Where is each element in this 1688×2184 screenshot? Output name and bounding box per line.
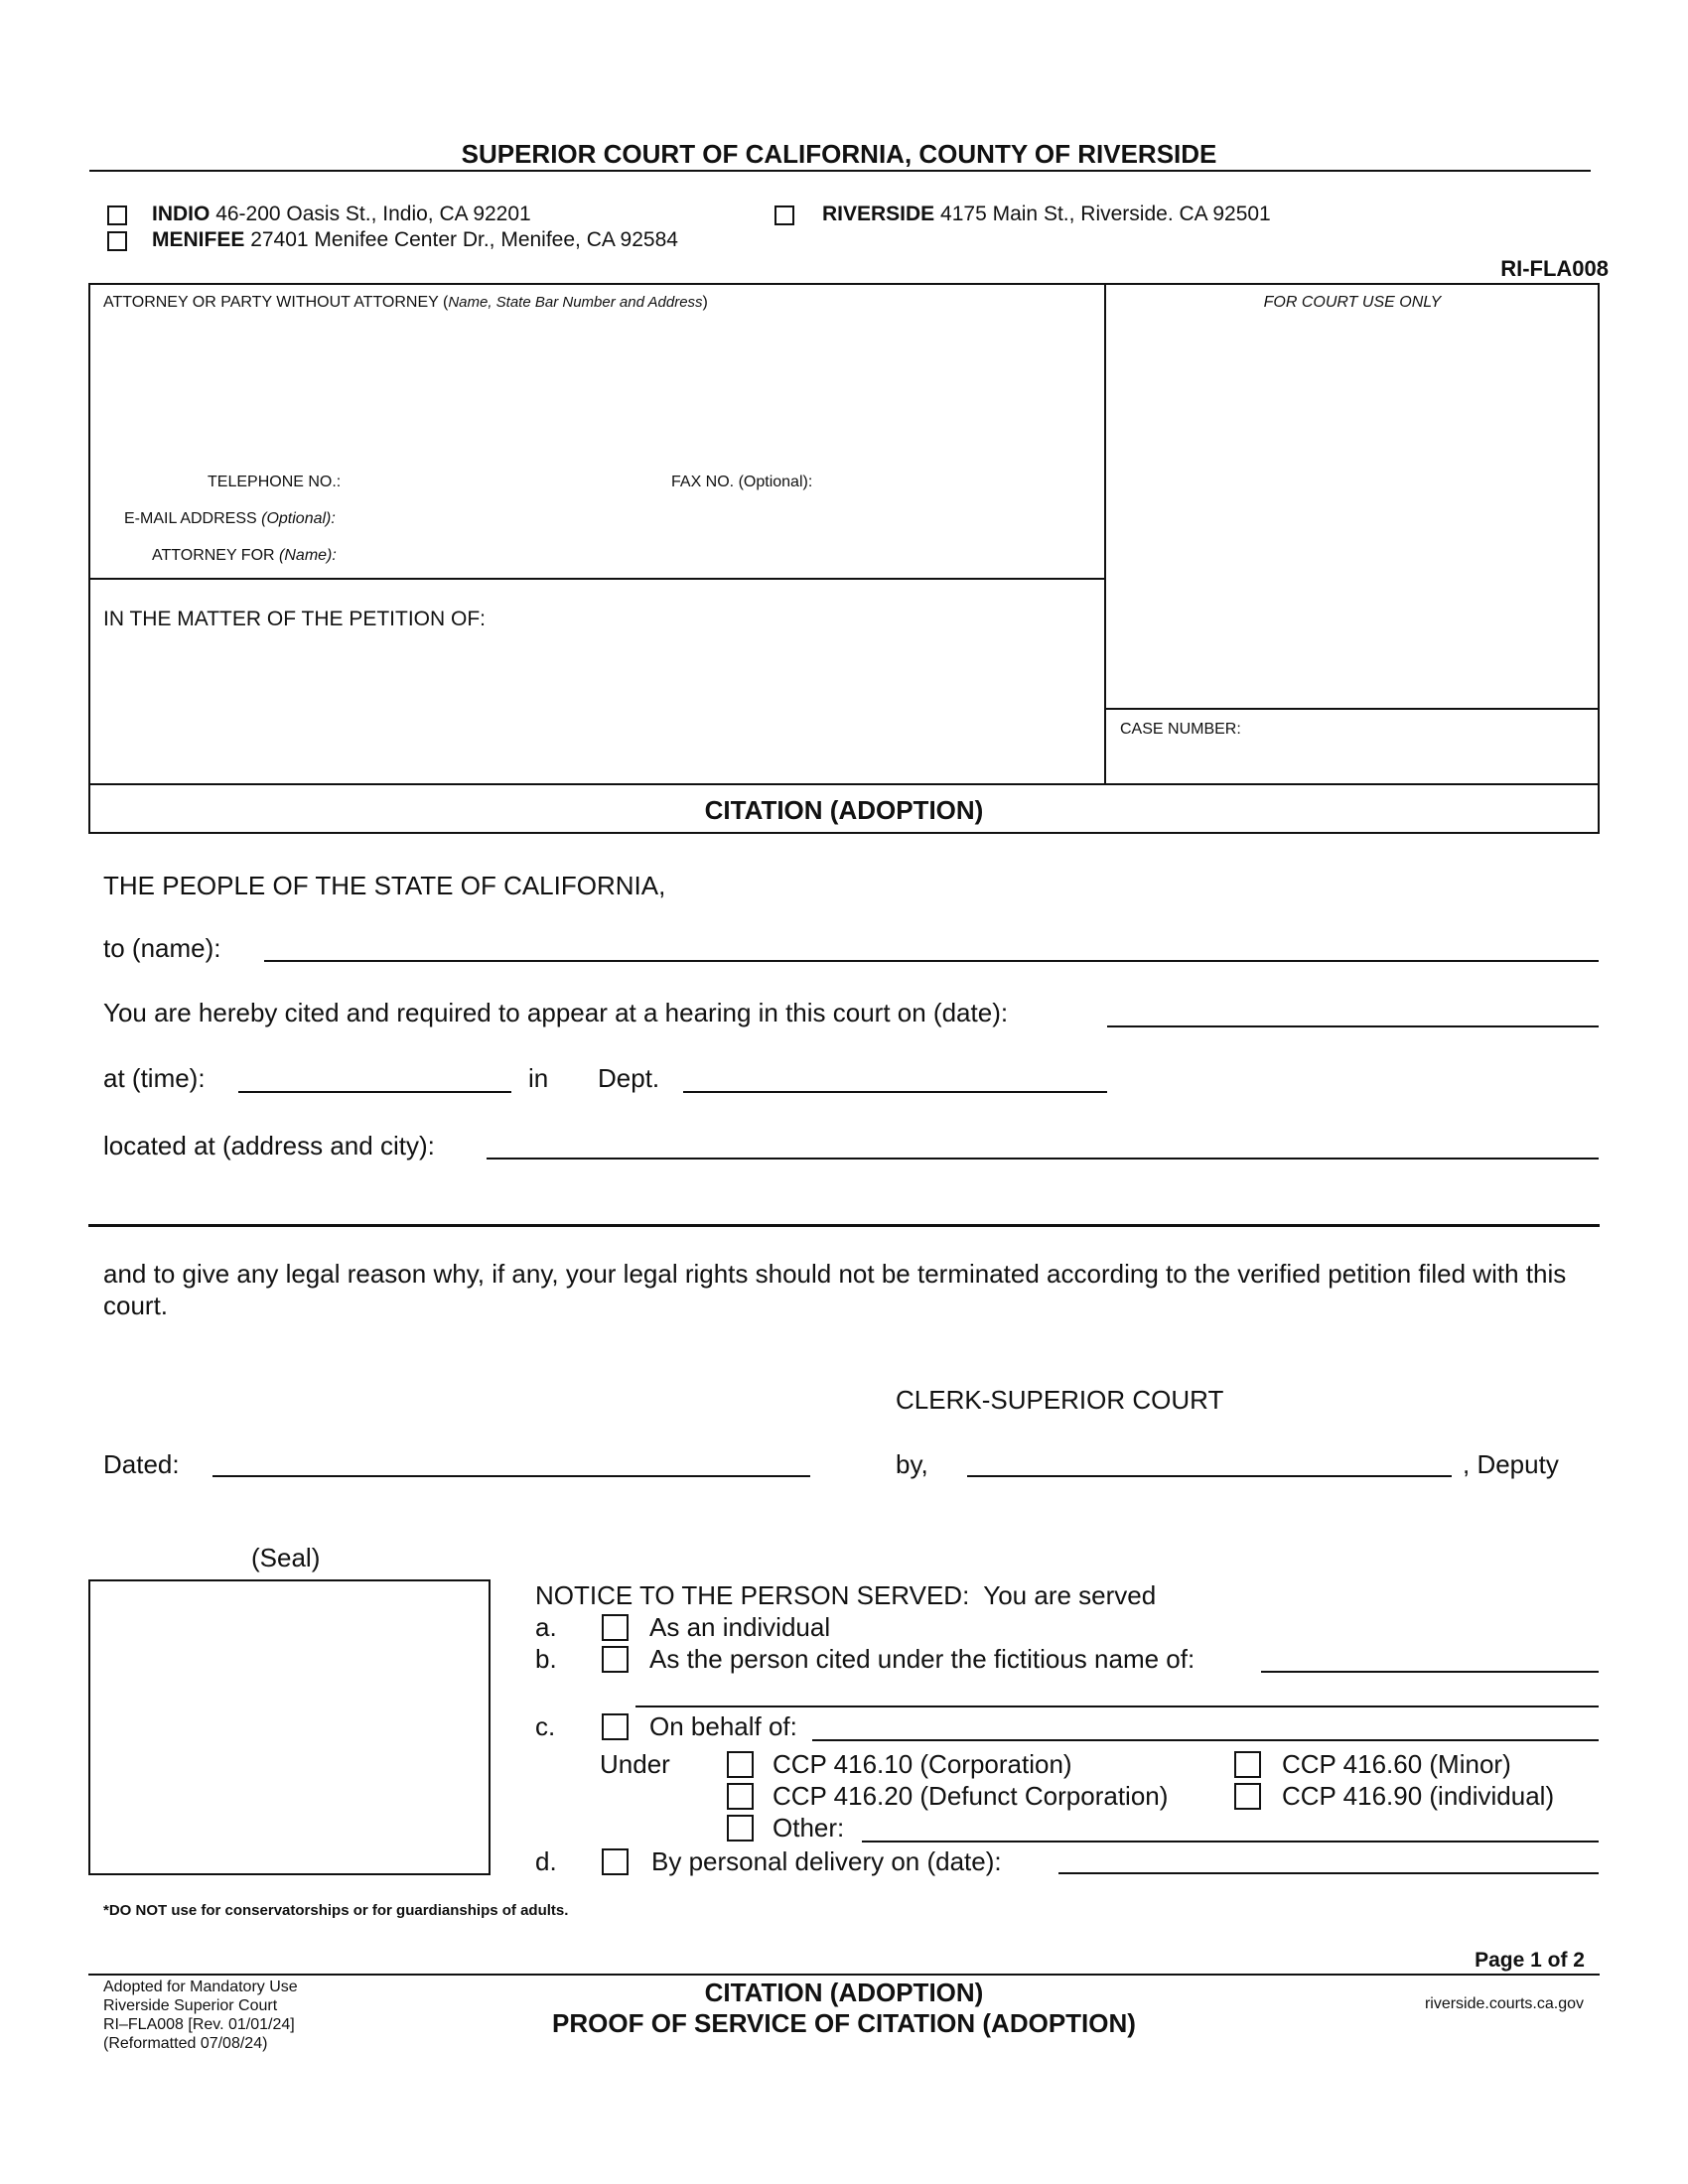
attorney-bottom-rule: [88, 578, 1105, 580]
ccp-41690-label: CCP 416.90 (individual): [1282, 1781, 1555, 1811]
dated-field[interactable]: [212, 1475, 810, 1477]
telephone-label: TELEPHONE NO.:: [208, 474, 342, 490]
indio-name: INDIO: [152, 203, 211, 225]
notice-a-letter: a.: [535, 1612, 557, 1642]
notice-c-text: On behalf of:: [649, 1711, 797, 1741]
page-number: Page 1 of 2: [1475, 1949, 1585, 1972]
notice-heading: NOTICE TO THE PERSON SERVED: You are served: [535, 1580, 1157, 1610]
ccp-41610-label: CCP 416.10 (Corporation): [773, 1749, 1072, 1779]
riverside-location: [822, 203, 1271, 226]
case-number-rule: [1104, 708, 1599, 710]
ccp-41660-checkbox[interactable]: [1234, 1751, 1261, 1778]
hearing-label: You are hereby cited and required to appear at a hearing in this court on (date):: [103, 998, 1009, 1027]
form-id: RI-FLA008: [1500, 256, 1609, 281]
dated-label: Dated:: [103, 1449, 180, 1479]
deputy-signature-field[interactable]: [967, 1475, 1452, 1477]
ccp-41690-checkbox[interactable]: [1234, 1783, 1261, 1810]
individual-checkbox[interactable]: [602, 1614, 629, 1641]
riverside-name: RIVERSIDE: [822, 203, 935, 225]
notice-d-letter: d.: [535, 1846, 557, 1876]
menifee-checkbox[interactable]: [107, 231, 127, 251]
time-field[interactable]: [238, 1091, 511, 1093]
matter-label: IN THE MATTER OF THE PETITION OF:: [103, 608, 487, 630]
fictitious-name-field[interactable]: [1261, 1671, 1599, 1673]
notice-b-letter: b.: [535, 1644, 557, 1674]
indio-address: 46-200 Oasis St., Indio, CA 92201: [215, 203, 531, 225]
people-line: THE PEOPLE OF THE STATE OF CALIFORNIA,: [103, 871, 666, 900]
fax-label: FAX NO. (Optional):: [671, 474, 813, 490]
personal-delivery-checkbox[interactable]: [602, 1848, 629, 1875]
case-number-label: CASE NUMBER:: [1120, 721, 1241, 738]
notice-a-text: As an individual: [649, 1612, 831, 1642]
indio-checkbox[interactable]: [107, 205, 127, 225]
adopted-block: [103, 1978, 298, 2053]
fictitious-name-field-2[interactable]: [635, 1706, 1599, 1707]
behalf-checkbox[interactable]: [602, 1713, 629, 1740]
address-field[interactable]: [487, 1158, 1599, 1160]
notice-d-text: By personal delivery on (date):: [651, 1846, 1002, 1876]
behalf-field[interactable]: [812, 1739, 1599, 1741]
fictitious-name-checkbox[interactable]: [602, 1646, 629, 1673]
personal-delivery-date-field[interactable]: [1058, 1872, 1599, 1874]
other-checkbox[interactable]: [727, 1815, 754, 1842]
seal-box: [88, 1579, 491, 1875]
attorney-label: ATTORNEY OR PARTY WITHOUT ATTORNEY (Name, State Bar Number and Address): [103, 294, 708, 311]
footer-rule: [88, 1974, 1600, 1976]
deputy-label: , Deputy: [1463, 1449, 1559, 1479]
title-rule: [89, 170, 1591, 172]
disclaimer: *DO NOT use for conservatorships or for guardianships of adults.: [103, 1902, 569, 1919]
under-label: Under: [600, 1749, 670, 1779]
riverside-address: 4175 Main St., Riverside. CA 92501: [940, 203, 1271, 225]
clerk-label: CLERK-SUPERIOR COURT: [896, 1385, 1224, 1415]
other-label: Other:: [773, 1813, 845, 1843]
citation-title-rule: [88, 783, 1600, 785]
notice-c-letter: c.: [535, 1711, 556, 1741]
footer-title-1: CITATION (ADOPTION): [704, 1978, 984, 2007]
indio-location: [152, 203, 531, 226]
ccp-41620-checkbox[interactable]: [727, 1783, 754, 1810]
riverside-checkbox[interactable]: [774, 205, 794, 225]
court-title: SUPERIOR COURT OF CALIFORNIA, COUNTY OF RIVERSIDE: [461, 139, 1217, 169]
attorney-for-label: ATTORNEY FOR (Name):: [152, 547, 337, 564]
by-label: by,: [896, 1449, 928, 1479]
in-label: in: [528, 1063, 549, 1093]
time-label: at (time):: [103, 1063, 206, 1093]
to-name-field[interactable]: [264, 960, 1599, 962]
citation-title: CITATION (ADOPTION): [704, 795, 984, 825]
dept-field[interactable]: [683, 1091, 1107, 1093]
ccp-41660-label: CCP 416.60 (Minor): [1282, 1749, 1511, 1779]
website: riverside.courts.ca.gov: [1424, 1995, 1584, 2012]
located-label: located at (address and city):: [103, 1131, 435, 1160]
menifee-address: 27401 Menifee Center Dr., Menifee, CA 92584: [250, 228, 678, 251]
adopted-line-1: Adopted for Mandatory Use: [103, 1979, 298, 1995]
notice-b-text: As the person cited under the fictitious name of:: [649, 1644, 1196, 1674]
email-label: E-MAIL ADDRESS (Optional):: [124, 510, 336, 527]
ccp-41620-label: CCP 416.20 (Defunct Corporation): [773, 1781, 1169, 1811]
dept-label: Dept.: [598, 1063, 660, 1093]
to-name-label: to (name):: [103, 933, 221, 963]
address-second-line: [88, 1224, 1600, 1227]
court-use-only-label: FOR COURT USE ONLY: [1263, 294, 1442, 311]
ccp-41610-checkbox[interactable]: [727, 1751, 754, 1778]
legal-reason-text: and to give any legal reason why, if any, your legal rights should not be terminated according to the verified petition filed with this court.: [103, 1259, 1567, 1320]
hearing-date-field[interactable]: [1107, 1025, 1599, 1027]
menifee-location: [152, 228, 678, 252]
other-field[interactable]: [862, 1841, 1599, 1843]
seal-label: (Seal): [251, 1543, 321, 1572]
adopted-line-4: (Reformatted 07/08/24): [103, 2035, 268, 2052]
footer-title-2: PROOF OF SERVICE OF CITATION (ADOPTION): [552, 2008, 1136, 2038]
menifee-name: MENIFEE: [152, 228, 245, 251]
adopted-line-2: Riverside Superior Court: [103, 1997, 278, 2014]
adopted-line-3: RI–FLA008 [Rev. 01/01/24]: [103, 2016, 295, 2033]
